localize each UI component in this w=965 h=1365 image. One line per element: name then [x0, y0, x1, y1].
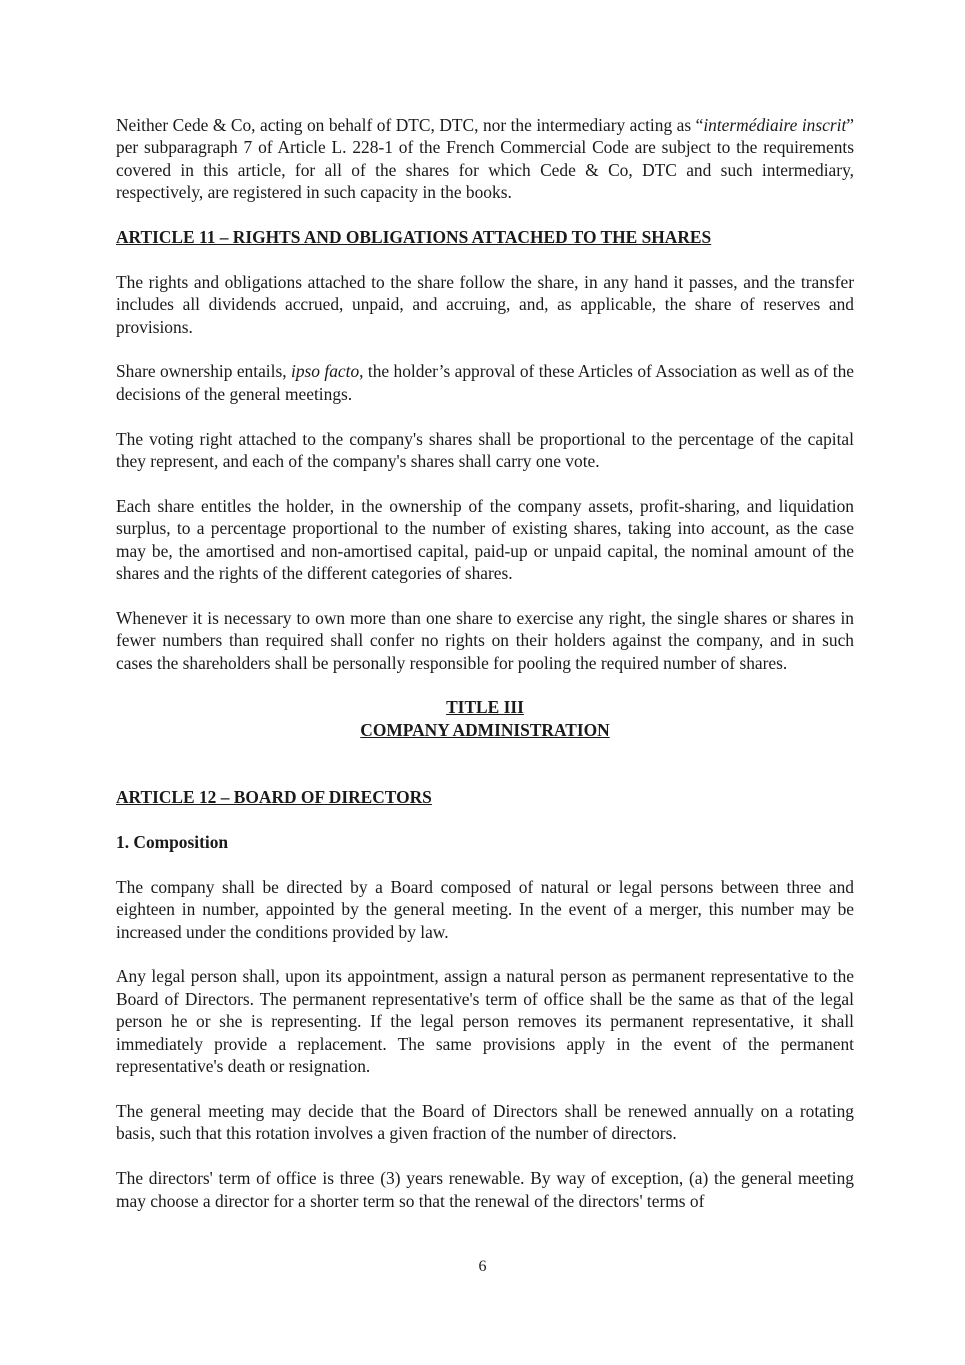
- article-11-paragraph-3: The voting right attached to the company's shares shall be proportional to the percentage of the capital they represent, and each of the company's shares shall carry one vote.: [116, 428, 854, 472]
- title-block: [116, 696, 854, 741]
- title-name: COMPANY ADMINISTRATION: [360, 719, 610, 740]
- article-12-paragraph-2: Any legal person shall, upon its appointment, assign a natural person as permanent representative to the Board of Directors. The permanent representative's term of office shall be the same as that of the legal person he or she is representing. If the legal person removes its permanent representative, it shall immediately provide a replacement. The same provisions apply in the event of the permanent representative's death or resignation.: [116, 966, 854, 1077]
- article-11-paragraph-1: The rights and obligations attached to the share follow the share, in any hand it passes, and the transfer includes all dividends accrued, unpaid, and accruing, and, as applicable, the share of reserves and provisions.: [116, 271, 854, 337]
- page-number: 6: [478, 1258, 487, 1275]
- article-11-paragraph-2: Share ownership entails, ipso facto, the holder’s approval of these Articles of Association as well as of the decisions of the general meetings.: [116, 361, 854, 404]
- intro-paragraph: Neither Cede & Co, acting on behalf of DTC, DTC, nor the intermediary acting as “intermédiaire inscrit” per subparagraph 7 of Article L. 228-1 of the French Commercial Code are subject to the requirements covered in this article, for all of the shares for which Cede & Co, DTC and such intermediary, respectively, are registered in such capacity in the books.: [116, 115, 855, 203]
- article-12-paragraph-1: The company shall be directed by a Board composed of natural or legal persons between three and eighteen in number, appointed by the general meeting. In the event of a merger, this number may be increased under the conditions provided by law.: [116, 876, 854, 942]
- article-11-paragraph-4: Each share entitles the holder, in the ownership of the company assets, profit-sharing, and liquidation surplus, to a percentage proportional to the number of existing shares, taking into account, as the case may be, the amortised and non-amortised capital, paid-up or unpaid capital, the nominal amount of the shares and the rights of the different categories of shares.: [116, 495, 854, 584]
- article-12-heading: ARTICLE 12 – BOARD OF DIRECTORS: [116, 787, 432, 808]
- article-12-paragraph-3: The general meeting may decide that the Board of Directors shall be renewed annually on a rotating basis, such that this rotation involves a given fraction of the number of directors.: [116, 1100, 854, 1144]
- article-11-heading: ARTICLE 11 – RIGHTS AND OBLIGATIONS ATTACHED TO THE SHARES: [116, 227, 712, 248]
- article-12-paragraph-4: The directors' term of office is three (3) years renewable. By way of exception, (a) the general meeting may choose a director for a shorter term so that the renewal of the directors' terms of: [116, 1168, 854, 1211]
- italic-term: intermédiaire inscrit: [703, 115, 847, 135]
- document-page: [116, 114, 854, 1234]
- article-11-paragraph-5: Whenever it is necessary to own more than one share to exercise any right, the single shares or shares in fewer numbers than required shall confer no rights on their holders against the company, and in such cases the shareholders shall be personally responsible for pooling the required number of shares.: [116, 607, 854, 673]
- composition-subheading: 1. Composition: [116, 832, 229, 853]
- title-number: TITLE III: [446, 697, 524, 718]
- italic-term: ipso facto: [290, 361, 360, 382]
